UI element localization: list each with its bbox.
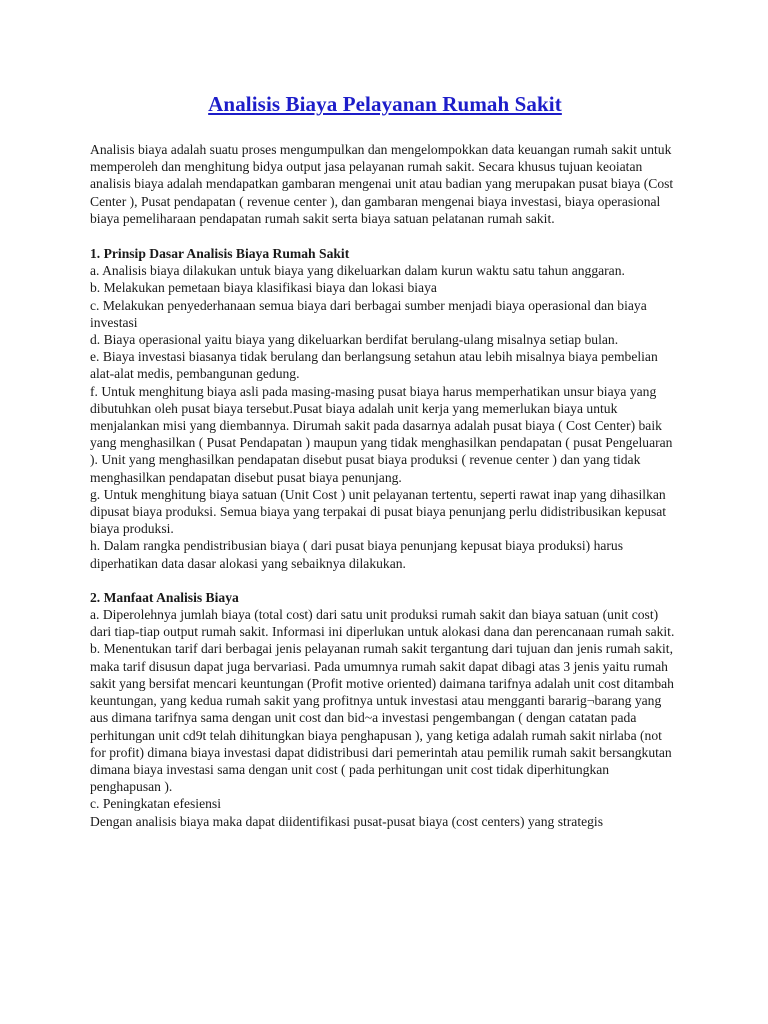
intro-paragraph: Analisis biaya adalah suatu proses mengumpulkan dan mengelompokkan data keuangan rumah sakit untuk memperoleh dan menghitung bidya output jasa pelayanan rumah sakit. Secara khusus tujuan keoiatan analisis biaya adalah mendapatkan gambaran mengenai unit atau badian yang merupakan pusat biaya (Cost Center ), Pusat pendapatan ( revenue center ), dan gambaran mengenai biaya investasi, biaya operasional biaya pemeliharaan pendapatan rumah sakit serta biaya satuan pelatanan rumah sakit.	[90, 142, 674, 226]
list-item: b. Menentukan tarif dari berbagai jenis pelayanan rumah sakit tergantung dari tujuan dan jenis rumah sakit, maka tarif disusun dapat juga bervariasi. Pada umumnya rumah sakit dapat dibagi atas 3 jenis yaitu rumah sakit yang bersifat mencari keuntungan (Profit motive oriented) daimana tarifnya adalah unit cost ditambah keuntungan, yang kedua rumah sakit yang profitnya untuk investasi atau mengganti bararig¬barang yang aus dimana tarifnya sama dengan unit cost dan bid~a investasi pengembangan ( dengan catatan pada perhitungan unit cd9t telah dihitungkan biaya penghapusan ), yang ketiga adalah rumah sakit nirlaba (not for profit) dimana biaya investasi dapat didistribusi dari pemerintah atau pemilik rumah sakit bersangkutan dimana biaya investasi sama dengan unit cost ( pada perhitungan unit cost tidak diperhitungkan penghapusan ).	[90, 641, 674, 795]
section-spacer	[90, 572, 680, 589]
list-item: a. Diperolehnya jumlah biaya (total cost) dari satu unit produksi rumah sakit dan biaya satuan (unit cost) dari tiap-tiap output rumah sakit. Informasi ini diperlukan untuk alokasi dana dan perencanaan rumah sakit.	[90, 607, 675, 640]
list-item: g. Untuk menghitung biaya satuan (Unit Cost ) unit pelayanan tertentu, seperti rawat inap yang dihasilkan dipusat biaya produksi. Semua biaya yang terpakai di pusat biaya penunjang perlu didistribusikan kepusat biaya produksi.	[90, 486, 667, 537]
list-item: h. Dalam rangka pendistribusian biaya ( dari pusat biaya penunjang kepusat biaya produksi) harus diperhatikan data dasar alokasi yang sebaiknya dilakukan.	[90, 538, 624, 571]
list-item: b. Melakukan pemetaan biaya klasifikasi biaya dan lokasi biaya	[90, 280, 437, 296]
list-item: Dengan analisis biaya maka dapat diidentifikasi pusat-pusat biaya (cost centers) yang strategis	[90, 813, 603, 829]
list-item: e. Biaya investasi biasanya tidak berulang dan berlangsung setahun atau lebih misalnya biaya pembelian alat-alat medis, pembangunan gedung.	[90, 349, 658, 382]
section-heading: 2. Manfaat Analisis Biaya	[90, 589, 239, 605]
list-item: c. Peningkatan efesiensi	[90, 796, 221, 812]
section-manfaat	[90, 589, 680, 830]
section-heading: 1. Prinsip Dasar Analisis Biaya Rumah Sakit	[90, 246, 350, 262]
list-item: c. Melakukan penyederhanaan semua biaya dari berbagai sumber menjadi biaya operasional dan biaya investasi	[90, 297, 647, 330]
list-item: f. Untuk menghitung biaya asli pada masing-masing pusat biaya harus memperhatikan unsur biaya yang dibutuhkan oleh pusat biaya tersebut.Pusat biaya adalah unit kerja yang memerlukan biaya untuk menjalankan misi yang diembannya. Dirumah sakit pada dasarnya adalah pusat biaya ( Cost Center) baik yang menghasilkan ( Pusat Pendapatan ) maupun yang tidak menghasilkan pendapatan ( pusat Pengeluaran ). Unit yang menghasilkan pendapatan disebut pusat biaya produksi ( revenue center ) dan yang tidak menghasilkan pendapatan disebut pusat biaya penunjang.	[90, 383, 673, 485]
section-prinsip-dasar	[90, 245, 680, 572]
list-item: d. Biaya operasional yaitu biaya yang dikeluarkan berdifat berulang-ulang misalnya setiap bulan.	[90, 332, 619, 348]
page-title[interactable]: Analisis Biaya Pelayanan Rumah Sakit	[208, 92, 562, 116]
list-item: a. Analisis biaya dilakukan untuk biaya yang dikeluarkan dalam kurun waktu satu tahun anggaran.	[90, 263, 625, 279]
